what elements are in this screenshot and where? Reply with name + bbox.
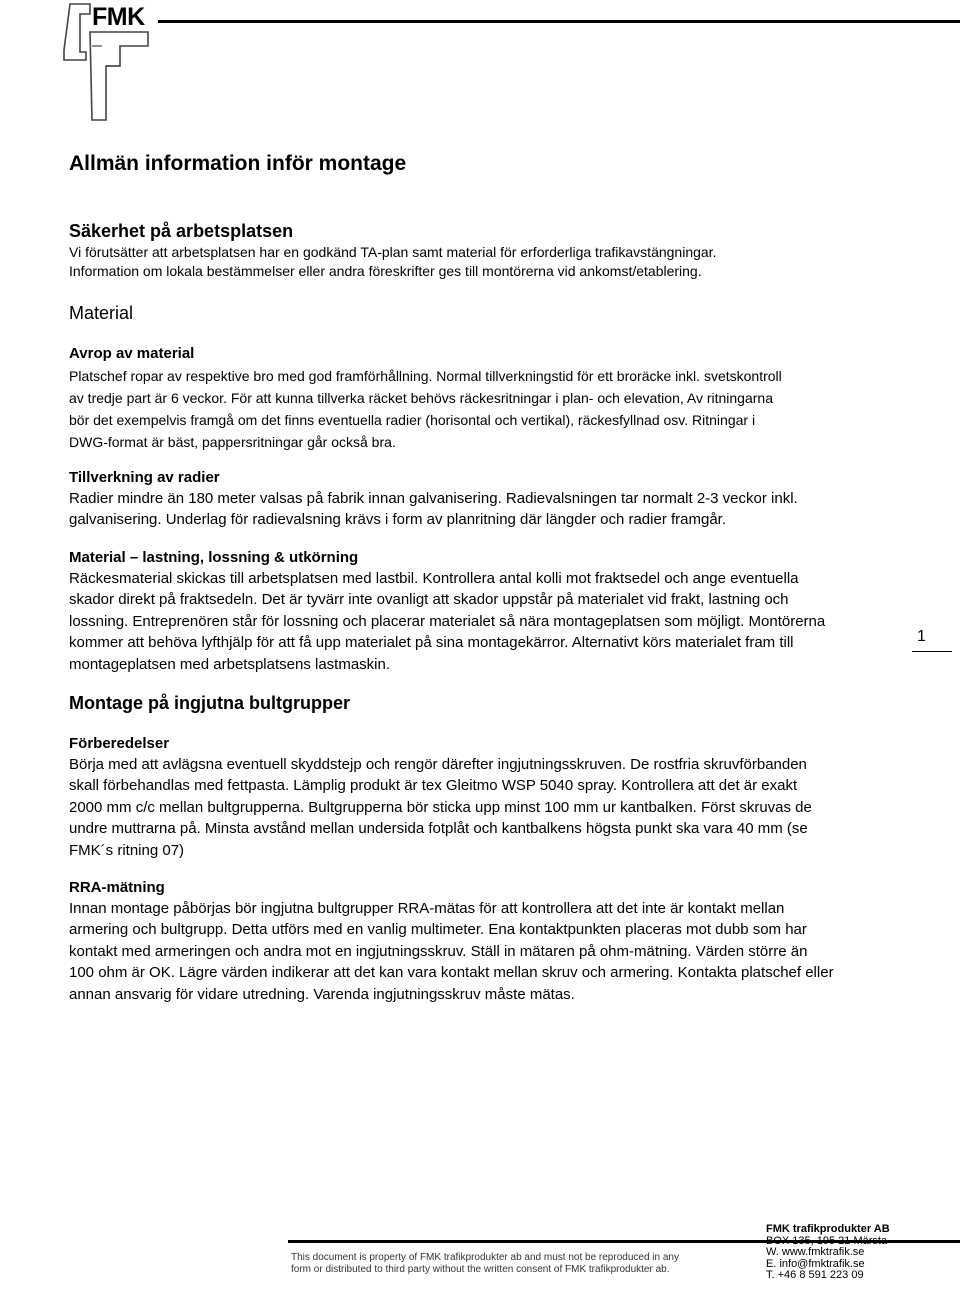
paragraph-prep: [69, 754, 895, 861]
text-line: 2000 mm c/c mellan bultgrupperna. Bultgrupperna bör sticka upp minst 100 mm ur kantbalken. Först skruvas de: [69, 798, 812, 816]
fmk-logo-text: FMK: [92, 3, 145, 31]
text-line: Platschef ropar av respektive bro med god framförhållning. Normal tillverkningstid för ett broräcke inkl. svetskontroll: [69, 368, 782, 384]
company-email: E. info@fmktrafik.se: [766, 1257, 865, 1270]
text-line: DWG-format är bäst, pappersritningar går också bra.: [69, 434, 396, 450]
footer-company-info: [766, 1224, 890, 1282]
text-line: kommer att behöva lyfthjälp för att få upp materialet på sina montagekärror. Alternativt körs materialet fram till: [69, 634, 794, 652]
subheading-rra: RRA-mätning: [69, 879, 165, 896]
company-name: FMK trafikprodukter AB: [766, 1223, 890, 1235]
footer-disclaimer: [291, 1252, 679, 1275]
company-web: W. www.fmktrafik.se: [766, 1246, 865, 1259]
text-line: lossning. Entreprenören står för lossning och placerar materialet så nära montageplatsen som möjligt. Montörerna: [69, 612, 826, 630]
company-phone: T. +46 8 591 223 09: [766, 1269, 864, 1282]
subheading-loading: Material – lastning, lossning & utkörning: [69, 549, 359, 566]
disclaimer-line: form or distributed to third party without the written consent of FMK trafikprodukter ab.: [291, 1263, 670, 1275]
disclaimer-line: This document is property of FMK trafikprodukter ab and must not be reproduced in any: [291, 1252, 679, 1263]
text-line: Information om lokala bestämmelser eller andra föreskrifter ges till montörerna vid ankomst/etablering.: [69, 263, 702, 279]
text-line: galvanisering. Underlag för radievalsning krävs i form av planritning där längder och radier framgår.: [69, 511, 726, 529]
text-line: annan ansvarig för vidare utredning. Varenda ingjutningsskruv måste mätas.: [69, 985, 575, 1003]
text-line: Radier mindre än 180 meter valsas på fabrik innan galvanisering. Radievalsningen tar normalt 2-3 veckor inkl.: [69, 490, 798, 507]
text-line: undre muttrarna på. Minsta avstånd mellan undersida fotplåt och kantbalkens högsta punkt ska vara 40 mm (se: [69, 820, 808, 838]
text-line: av tredje part är 6 veckor. För att kunna tillverka räcket behövs räckesritningar i plan- och elevation, Av ritningarna: [69, 390, 773, 406]
section-heading-safety: Säkerhet på arbetsplatsen: [69, 221, 294, 241]
text-line: FMK´s ritning 07): [69, 841, 185, 859]
document-title: Allmän information inför montage: [69, 152, 407, 175]
text-line: skador direkt på fraktsedeln. Det är tyvärr inte ovanligt att skador uppstår på materialet vid frakt, lastning och: [69, 591, 789, 609]
text-line: montageplatsen med arbetsplatsens lastmaskin.: [69, 655, 391, 673]
text-line: Vi förutsätter att arbetsplatsen har en godkänd TA-plan samt material för erforderliga trafikavstängningar.: [69, 244, 717, 260]
section-heading-material: Material: [69, 303, 134, 323]
paragraph-order: [69, 365, 895, 453]
header-rule: [158, 20, 960, 23]
paragraph-loading: [69, 568, 895, 675]
paragraph-safety: [69, 243, 895, 281]
page-number-rule: [912, 651, 952, 652]
text-line: 100 ohm är OK. Lägre värden indikerar att det kan vara kontakt mellan skruv och armering. Kontakta platschef eller: [69, 964, 834, 982]
paragraph-radii: [69, 488, 895, 531]
paragraph-rra: [69, 898, 895, 1005]
section-heading-mounting: Montage på ingjutna bultgrupper: [69, 693, 350, 713]
text-line: Räckesmaterial skickas till arbetsplatsen med lastbil. Kontrollera antal kolli mot fraktsedel och ange eventuella: [69, 570, 799, 587]
company-address: BOX 135, 195 21 Märsta: [766, 1234, 888, 1247]
text-line: Börja med att avlägsna eventuell skyddstejp och rengör därefter ingjutningsskruven. De rostfria skruvförbanden: [69, 756, 807, 773]
subheading-radii: Tillverkning av radier: [69, 469, 220, 486]
text-line: kontakt med armeringen och andra mot en ingjutningsskruv. Ställ in mätaren på ohm-mätning. Värden större än: [69, 942, 808, 960]
text-line: skall förbehandlas med fettpasta. Lämplig produkt är tex Gleitmo WSP 5040 spray. Kontrollera att det är exakt: [69, 777, 798, 795]
text-line: bör det exempelvis framgå om det finns eventuella radier (horisontal och vertikal), räckesfyllnad osv. Ritningar i: [69, 412, 756, 428]
subheading-prep: Förberedelser: [69, 735, 170, 752]
text-line: Innan montage påbörjas bör ingjutna bultgrupper RRA-mätas för att kontrollera att det inte är kontakt mellan: [69, 900, 785, 917]
text-line: armering och bultgrupp. Detta utförs med en vanlig multimeter. Ena kontaktpunkten placeras mot dubb som har: [69, 921, 807, 939]
page-number: 1: [917, 628, 926, 645]
subheading-order: Avrop av material: [69, 345, 195, 362]
